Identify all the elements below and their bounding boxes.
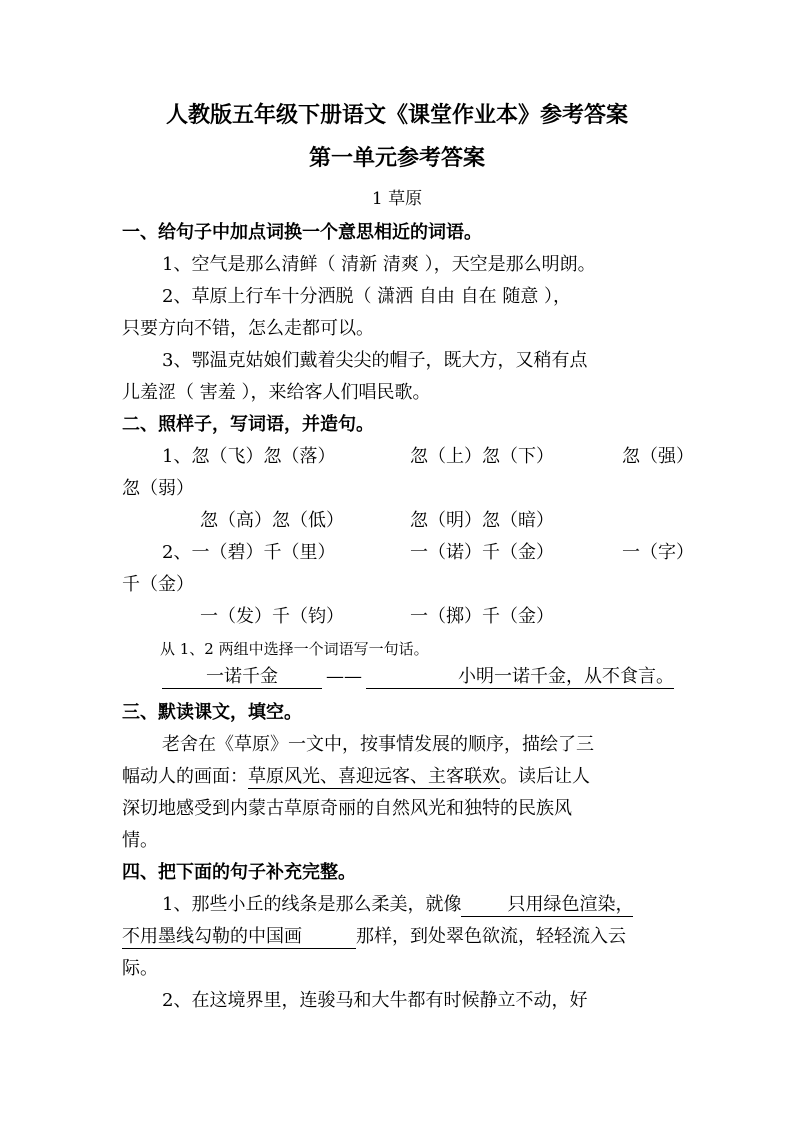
sec4-q1-line2 xyxy=(122,924,626,950)
lesson-title: 1 草原 xyxy=(371,189,423,209)
sec2-row1-b: 忽（上）忽（下） xyxy=(410,446,554,467)
sec3-line4: 情。 xyxy=(122,830,158,851)
sec2-row3-c: 一（字） xyxy=(622,542,694,563)
sec3-line2 xyxy=(122,764,590,790)
sec2-instruction: 从 1、2 两组中选择一个词语写一句话。 xyxy=(160,640,429,658)
sec1-q1: 1、空气是那么清鲜（ 清新 清爽 ），天空是那么明朗。 xyxy=(162,254,596,275)
sec2-row1-wrap: 忽（弱） xyxy=(122,478,194,499)
sec4-q1-line1 xyxy=(162,892,633,918)
section-2-heading: 二、照样子，写词语，并造句。 xyxy=(122,414,374,435)
answer-dash: —— xyxy=(326,666,362,687)
sec3-line3: 深切地感受到内蒙古草原奇丽的自然风光和独特的民族风 xyxy=(122,798,572,819)
sec4-q1-end: 那样，到处翠色欲流，轻轻流入云 xyxy=(356,926,626,947)
sec2-row1-c: 忽（强） xyxy=(622,446,694,467)
sec2-row2-b: 忽（明）忽（暗） xyxy=(410,510,554,531)
section-4-heading: 四、把下面的句子补充完整。 xyxy=(122,862,356,883)
sec2-answer xyxy=(162,664,674,690)
sec1-q2-line1: 2、草原上行车十分洒脱（ 潇洒 自由 自在 随意 ）， xyxy=(162,286,572,307)
unit-subtitle: 第一单元参考答案 xyxy=(308,145,485,171)
sec2-row3-a: 2、一（碧）千（里） xyxy=(162,542,336,563)
sec1-q3-line2: 儿羞涩（ 害羞 ），来给客人们唱民歌。 xyxy=(122,382,431,403)
sec2-row2-a: 忽（高）忽（低） xyxy=(200,510,344,531)
sec2-row1-a: 1、忽（飞）忽（落） xyxy=(162,446,336,467)
sec4-q1-line3: 际。 xyxy=(122,958,158,979)
section-1-heading: 一、给句子中加点词换一个意思相近的词语。 xyxy=(122,222,482,243)
sec2-row4-a: 一（发）千（钧） xyxy=(200,606,344,627)
answer-sentence: 小明一诺千金，从不食言。 xyxy=(366,666,674,689)
sec1-q2-line2: 只要方向不错，怎么走都可以。 xyxy=(122,318,374,339)
answer-word: 一诺千金 xyxy=(162,666,322,689)
sec4-q1-answer-part1: 只用绿色渲染， xyxy=(461,894,633,917)
sec3-line2-end: 。读后让人 xyxy=(500,766,590,787)
sec3-line1: 老舍在《草原》一文中，按事情发展的顺序，描绘了三 xyxy=(162,734,594,755)
document-title: 人教版五年级下册语文《课堂作业本》参考答案 xyxy=(165,102,628,128)
sec2-row4-b: 一（掷）千（金） xyxy=(410,606,554,627)
sec4-q1-answer-part2: 不用墨线勾勒的中国画 xyxy=(122,926,356,949)
sec4-q1-start: 1、那些小丘的线条是那么柔美，就像 xyxy=(162,894,462,915)
sec2-row3-wrap: 千（金） xyxy=(122,574,194,595)
sec3-answer-underlined: 草原风光、喜迎远客、主客联欢 xyxy=(248,766,500,787)
sec2-row3-b: 一（诺）千（金） xyxy=(410,542,554,563)
sec4-q2-line1: 2、在这境界里，连骏马和大牛都有时候静立不动，好 xyxy=(162,990,588,1011)
sec3-line2-start: 幅动人的画面： xyxy=(122,766,248,787)
section-3-heading: 三、默读课文，填空。 xyxy=(122,702,302,723)
sec1-q3-line1: 3、鄂温克姑娘们戴着尖尖的帽子，既大方，又稍有点 xyxy=(162,350,588,371)
